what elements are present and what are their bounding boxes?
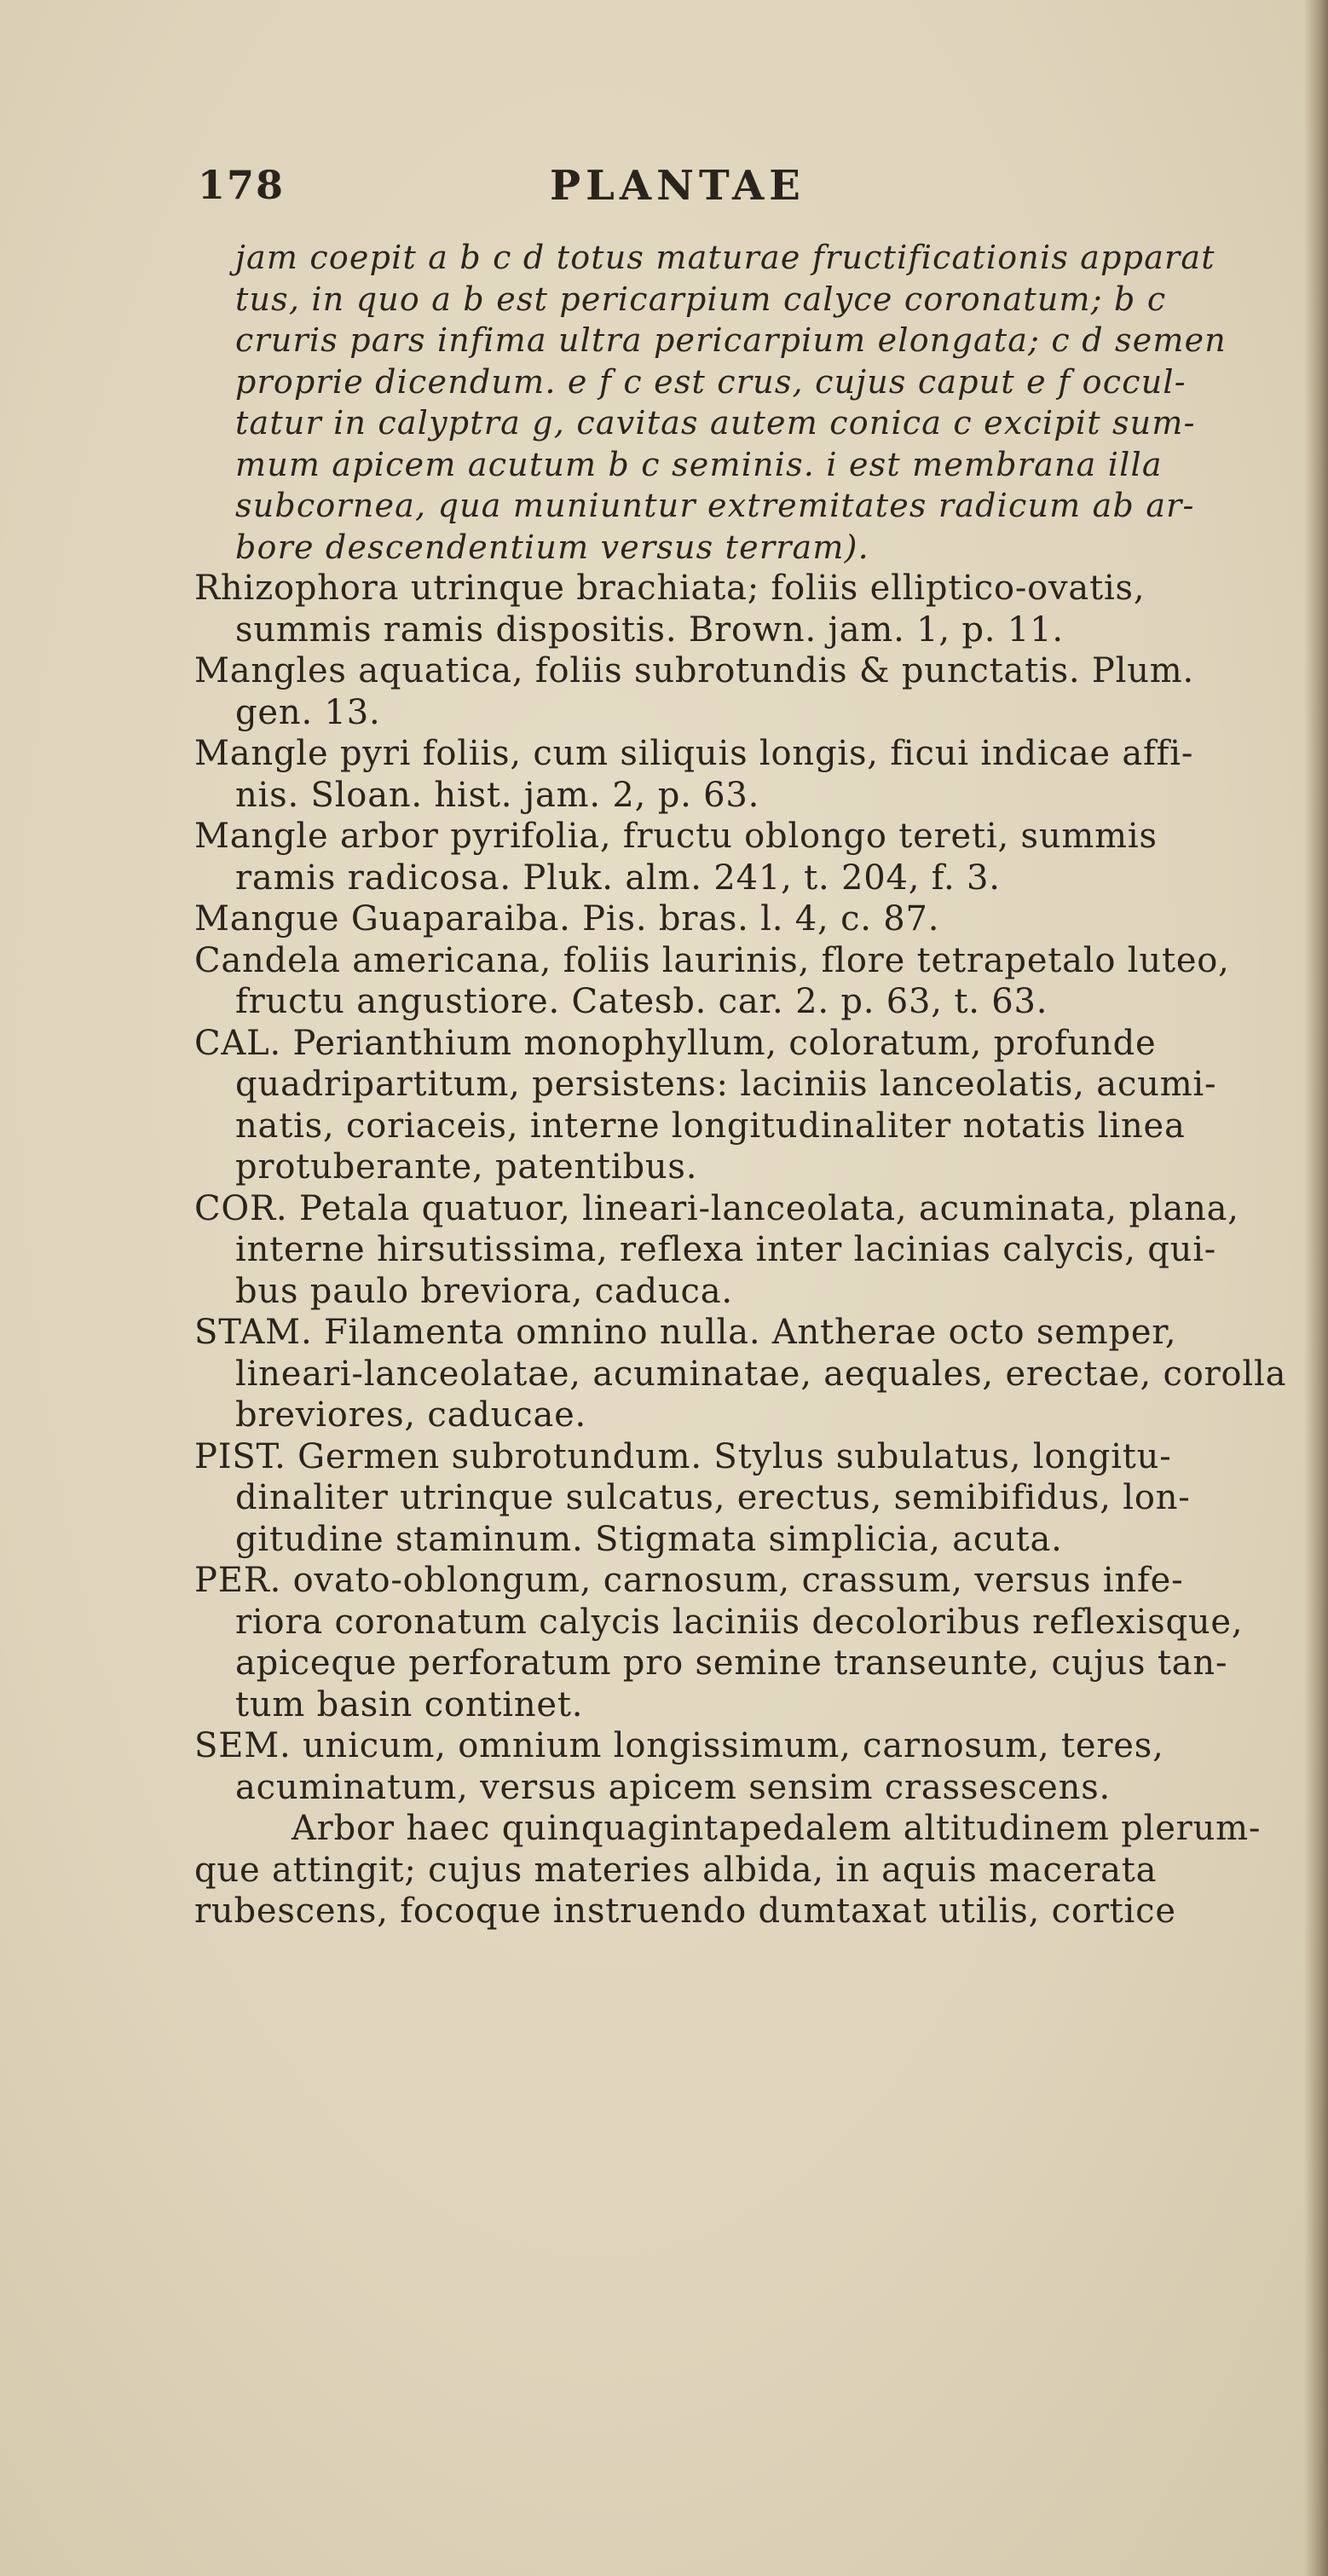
page-gutter-shadow (1304, 0, 1328, 2576)
synonym-line: Rhizophora utrinque brachiata; foliis elliptico-ovatis, (194, 569, 1146, 608)
character-line: apiceque perforatum pro semine transeunte, cujus tan- (235, 1643, 1228, 1683)
character-line: CAL. Perianthium monophyllum, coloratum, profunde (194, 1023, 1157, 1063)
note-line: proprie dicendum. e f c est crus, cujus caput e f occul- (235, 362, 1187, 401)
page-body (194, 237, 1285, 1932)
note-line: cruris pars infima ultra pericarpium elongata; c d semen (235, 321, 1227, 359)
synonym-line: Candela americana, foliis laurinis, flore tetrapetalo luteo, (194, 940, 1230, 980)
character-line: PER. ovato-oblongum, carnosum, crassum, versus infe- (194, 1561, 1184, 1600)
character-line: quadripartitum, persistens: laciniis lanceolatis, acumi- (235, 1065, 1217, 1104)
character-line: bus paulo breviora, caduca. (235, 1271, 733, 1311)
note-line: jam coepit a b c d totus maturae fructificationis apparat (235, 239, 1215, 276)
page-number: 178 (198, 162, 286, 208)
description-line: que attingit; cujus materies albida, in aquis macerata (194, 1850, 1158, 1890)
character-line: interne hirsutissima, reflexa inter lacinias calycis, qui- (235, 1230, 1217, 1269)
synonym-list (194, 568, 1285, 1023)
synonym-line: Mangle pyri foliis, cum siliquis longis, ficui indicae affi- (194, 734, 1194, 773)
character-line: acuminatum, versus apicem sensim crassescens. (235, 1767, 1111, 1807)
synonym-line: gen. 13. (235, 692, 381, 732)
note-line: mum apicem acutum b c seminis. i est membrana illa (235, 445, 1163, 483)
running-title: PLANTAE (550, 162, 805, 210)
synonym-line: nis. Sloan. hist. jam. 2, p. 63. (235, 775, 760, 815)
note-line: tatur in calyptra g, cavitas autem conica c excipit sum- (235, 404, 1196, 442)
page-header (0, 162, 1328, 230)
character-line: PIST. Germen subrotundum. Stylus subulatus, longitu- (194, 1436, 1172, 1476)
character-line: riora coronatum calycis laciniis decoloribus reflexisque, (235, 1602, 1244, 1642)
description-line: Arbor haec quinquagintapedalem altitudinem plerum- (292, 1809, 1262, 1848)
synonym-line: Mangle arbor pyrifolia, fructu oblongo tereti, summis (194, 817, 1158, 856)
character-line: STAM. Filamenta omnino nulla. Antherae octo semper, (194, 1313, 1177, 1352)
description-paragraph (194, 1808, 1285, 1932)
generic-characters (194, 1023, 1285, 1809)
character-line: tum basin continet. (235, 1684, 584, 1724)
synonym-line: ramis radicosa. Pluk. alm. 241, t. 204, f. 3. (235, 858, 1001, 898)
character-line: SEM. unicum, omnium longissimum, carnosum, teres, (194, 1726, 1164, 1765)
character-line: gitudine staminum. Stigmata simplicia, acuta. (235, 1519, 1063, 1559)
synonym-line: fructu angustiore. Catesb. car. 2. p. 63, t. 63. (235, 982, 1048, 1021)
character-line: breviores, caducae. (235, 1395, 587, 1435)
description-line: rubescens, focoque instruendo dumtaxat utilis, cortice (194, 1892, 1176, 1931)
character-line: lineari-lanceolatae, acuminatae, aequales, erectae, corolla (235, 1354, 1287, 1394)
synonym-line: Mangue Guaparaiba. Pis. bras. l. 4, c. 87. (194, 899, 940, 939)
character-line: natis, coriaceis, interne longitudinaliter notatis linea (235, 1106, 1186, 1146)
character-line: dinaliter utrinque sulcatus, erectus, semibifidus, lon- (235, 1478, 1191, 1517)
note-line: subcornea, qua muniuntur extremitates radicum ab ar- (235, 487, 1195, 524)
note-line: tus, in quo a b est pericarpium calyce coronatum; b c (235, 280, 1167, 318)
synonym-line: summis ramis dispositis. Brown. jam. 1, p. 11. (235, 609, 1064, 650)
character-line: COR. Petala quatuor, lineari-lanceolata, acuminata, plana, (194, 1188, 1239, 1228)
note-line: bore descendentium versus terram). (235, 528, 869, 566)
synonym-line: Mangles aquatica, foliis subrotundis & punctatis. Plum. (194, 651, 1195, 690)
character-line: protuberante, patentibus. (235, 1147, 698, 1187)
italic-note (194, 237, 1285, 568)
